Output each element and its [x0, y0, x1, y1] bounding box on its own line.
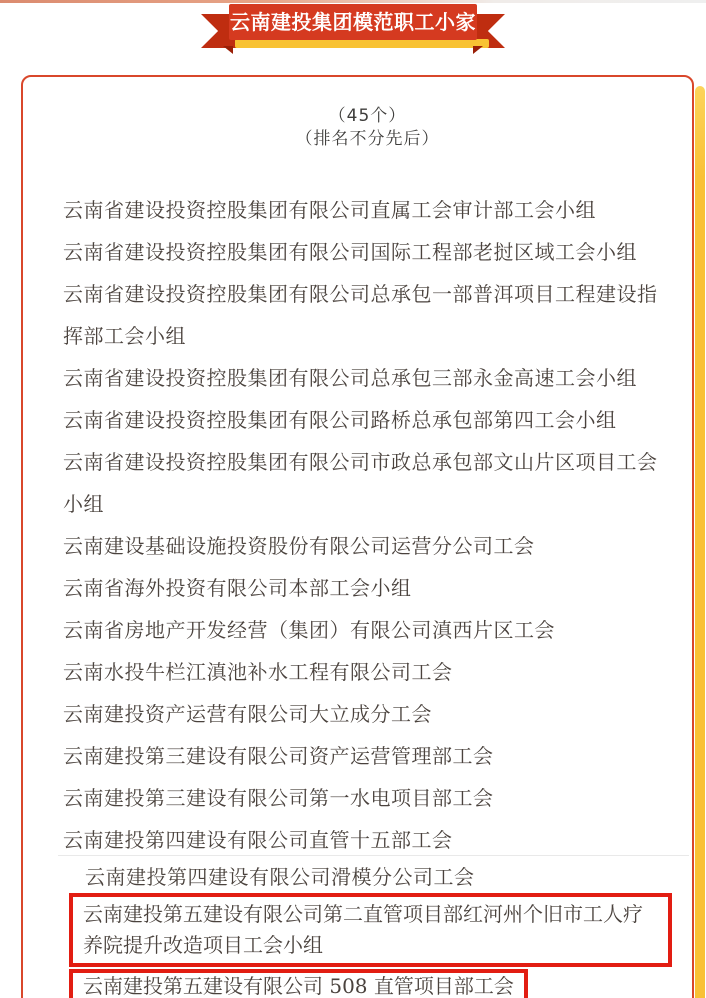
list-item: 云南建设基础设施投资股份有限公司运营分公司工会 [63, 534, 535, 558]
list-item: 云南省建设投资控股集团有限公司总承包三部永金高速工会小组 [63, 366, 637, 390]
awardee-list [63, 189, 672, 998]
count-label: （45个） [328, 106, 407, 126]
list-item: 云南建投第三建设有限公司第一水电项目部工会 [63, 786, 494, 810]
list-item: 云南省建设投资控股集团有限公司路桥总承包部第四工会小组 [63, 408, 617, 432]
ranking-note: （排名不分先后） [295, 129, 440, 149]
list-item: 云南建投第四建设有限公司直管十五部工会 [63, 828, 453, 852]
list-item: 云南水投牛栏江滇池补水工程有限公司工会 [63, 660, 453, 684]
content-card [21, 75, 694, 998]
highlighted-list-item: 云南建投第五建设有限公司 508 直管项目部工会 [69, 969, 528, 998]
page-edge-accent [695, 86, 705, 998]
ribbon-gold-bar [235, 39, 489, 48]
list-item: 云南省建设投资控股集团有限公司总承包一部普洱项目工程建设指挥部工会小组 [63, 282, 658, 348]
ribbon-fold-left [223, 46, 233, 54]
list-item: 云南建投第四建设有限公司滑模分公司工会 [85, 865, 475, 889]
list-item: 云南建投第三建设有限公司资产运营管理部工会 [63, 744, 494, 768]
list-item: 云南省建设投资控股集团有限公司市政总承包部文山片区项目工会小组 [63, 450, 658, 516]
award-ribbon-banner [229, 4, 477, 40]
ribbon-fold-right [473, 46, 483, 54]
top-edge-divider [0, 0, 706, 3]
list-item: 云南建投资产运营有限公司大立成分工会 [63, 702, 432, 726]
highlighted-list-item: 云南建投第五建设有限公司第二直管项目部红河州个旧市工人疗养院提升改造项目工会小组 [69, 893, 672, 967]
list-item: 云南省海外投资有限公司本部工会小组 [63, 576, 412, 600]
list-item: 云南省建设投资控股集团有限公司直属工会审计部工会小组 [63, 198, 596, 222]
list-item: 云南省房地产开发经营（集团）有限公司滇西片区工会 [63, 618, 555, 642]
banner-title: 云南建投集团模范职工小家 [229, 4, 477, 40]
list-item: 云南省建设投资控股集团有限公司国际工程部老挝区域工会小组 [63, 240, 637, 264]
